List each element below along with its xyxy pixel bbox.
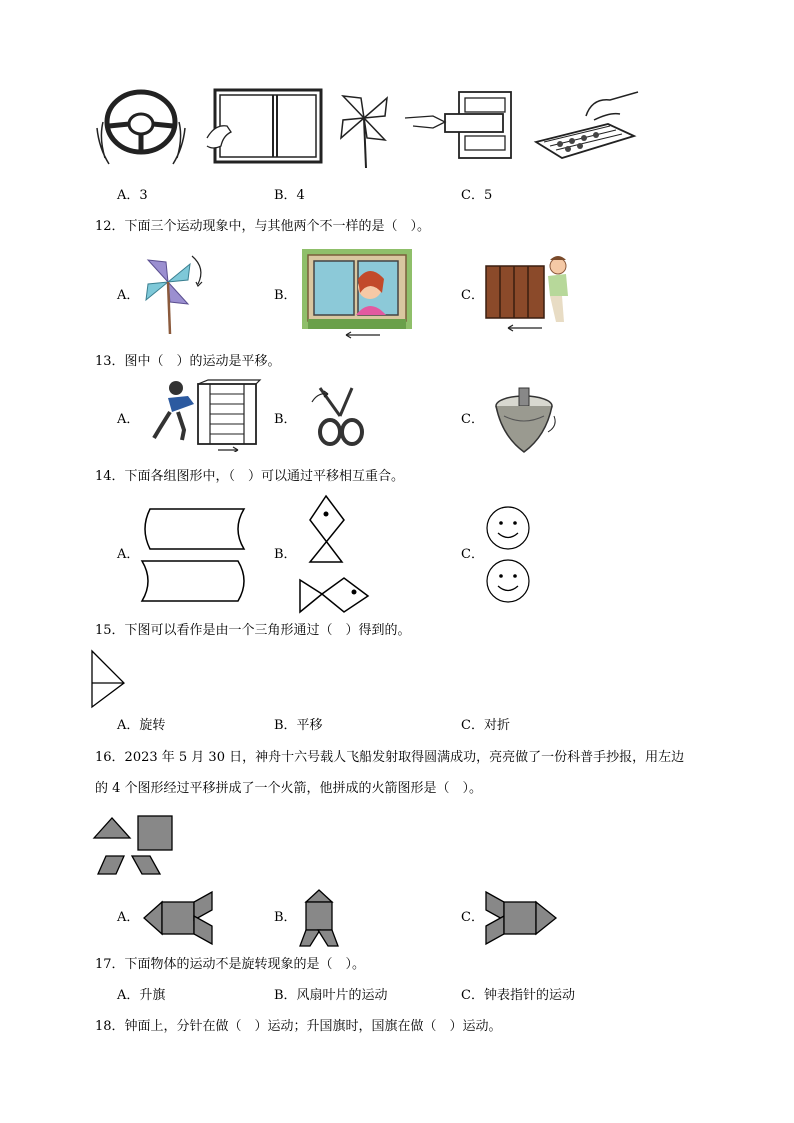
q11-option-b[interactable]: B．4 [274,188,305,203]
tab-shapes-icon [138,505,250,605]
q16-option-c[interactable]: C． [461,910,484,925]
q12-option-a[interactable]: A． [117,288,140,303]
q17-option-c[interactable]: C．钟表指针的运动 [461,988,575,1003]
q13-option-b[interactable]: B． [274,412,297,427]
rocket-up-icon [298,888,340,948]
q14-option-b[interactable]: B． [274,547,297,562]
rocket-left-icon [142,890,214,946]
q11-option-c[interactable]: C．5 [461,188,493,203]
boy-pushing-crate-icon [484,252,588,332]
q15-option-c[interactable]: C．对折 [461,718,510,733]
steering-wheel-icon [95,88,187,166]
scissors-icon [306,384,372,450]
girl-opening-window-icon [302,249,412,339]
q17-stem: 17．下面物体的运动不是旋转现象的是（ ）。 [95,957,366,972]
q12-option-b[interactable]: B． [274,288,297,303]
q16-stem-line2: 的 4 个图形经过平移拼成了一个火箭，他拼成的火箭图形是（ ）。 [95,781,483,796]
q13-option-a[interactable]: A． [117,412,140,427]
q14-stem: 14．下面各组图形中，（ ）可以通过平移相互重合。 [95,469,405,484]
q16-option-a[interactable]: A． [117,910,140,925]
fish-shapes-icon [296,494,372,616]
spinning-top-icon [492,380,558,454]
q14-option-c[interactable]: C． [461,547,484,562]
q13-stem: 13．图中（ ）的运动是平移。 [95,354,281,369]
sliding-window-icon [205,88,323,164]
q13-option-c[interactable]: C． [461,412,484,427]
rocket-right-icon [484,890,558,946]
q16-stem-line1: 16．2023 年 5 月 30 日，神舟十六号载人飞船发射取得圆满成功，亮亮做了一份科普手抄报，用左边 [95,750,685,765]
boy-pushing-crate-icon [148,378,262,452]
abacus-icon [530,86,642,166]
q12-option-c[interactable]: C． [461,288,484,303]
q18-stem: 18．钟面上，分针在做（ ）运动；升国旗时，国旗在做（ ）运动。 [95,1019,502,1034]
q17-option-b[interactable]: B．风扇叶片的运动 [274,988,388,1003]
q15-option-a[interactable]: A．旋转 [117,718,166,733]
q17-option-a[interactable]: A．升旗 [117,988,166,1003]
smiley-faces-icon [482,506,534,604]
q15-stem: 15．下图可以看作是由一个三角形通过（ ）得到的。 [95,623,411,638]
rocket-pieces-icon [92,814,176,878]
q16-option-b[interactable]: B． [274,910,297,925]
q12-stem: 12．下面三个运动现象中，与其他两个不一样的是（ ）。 [95,219,431,234]
q15-option-b[interactable]: B．平移 [274,718,323,733]
pinwheel-icon [333,88,395,170]
q14-option-a[interactable]: A． [117,547,140,562]
q11-option-a[interactable]: A．3 [117,188,148,203]
folded-triangle-icon [90,649,128,709]
pinwheel-icon [140,250,208,334]
drawer-cabinet-icon [403,88,515,160]
